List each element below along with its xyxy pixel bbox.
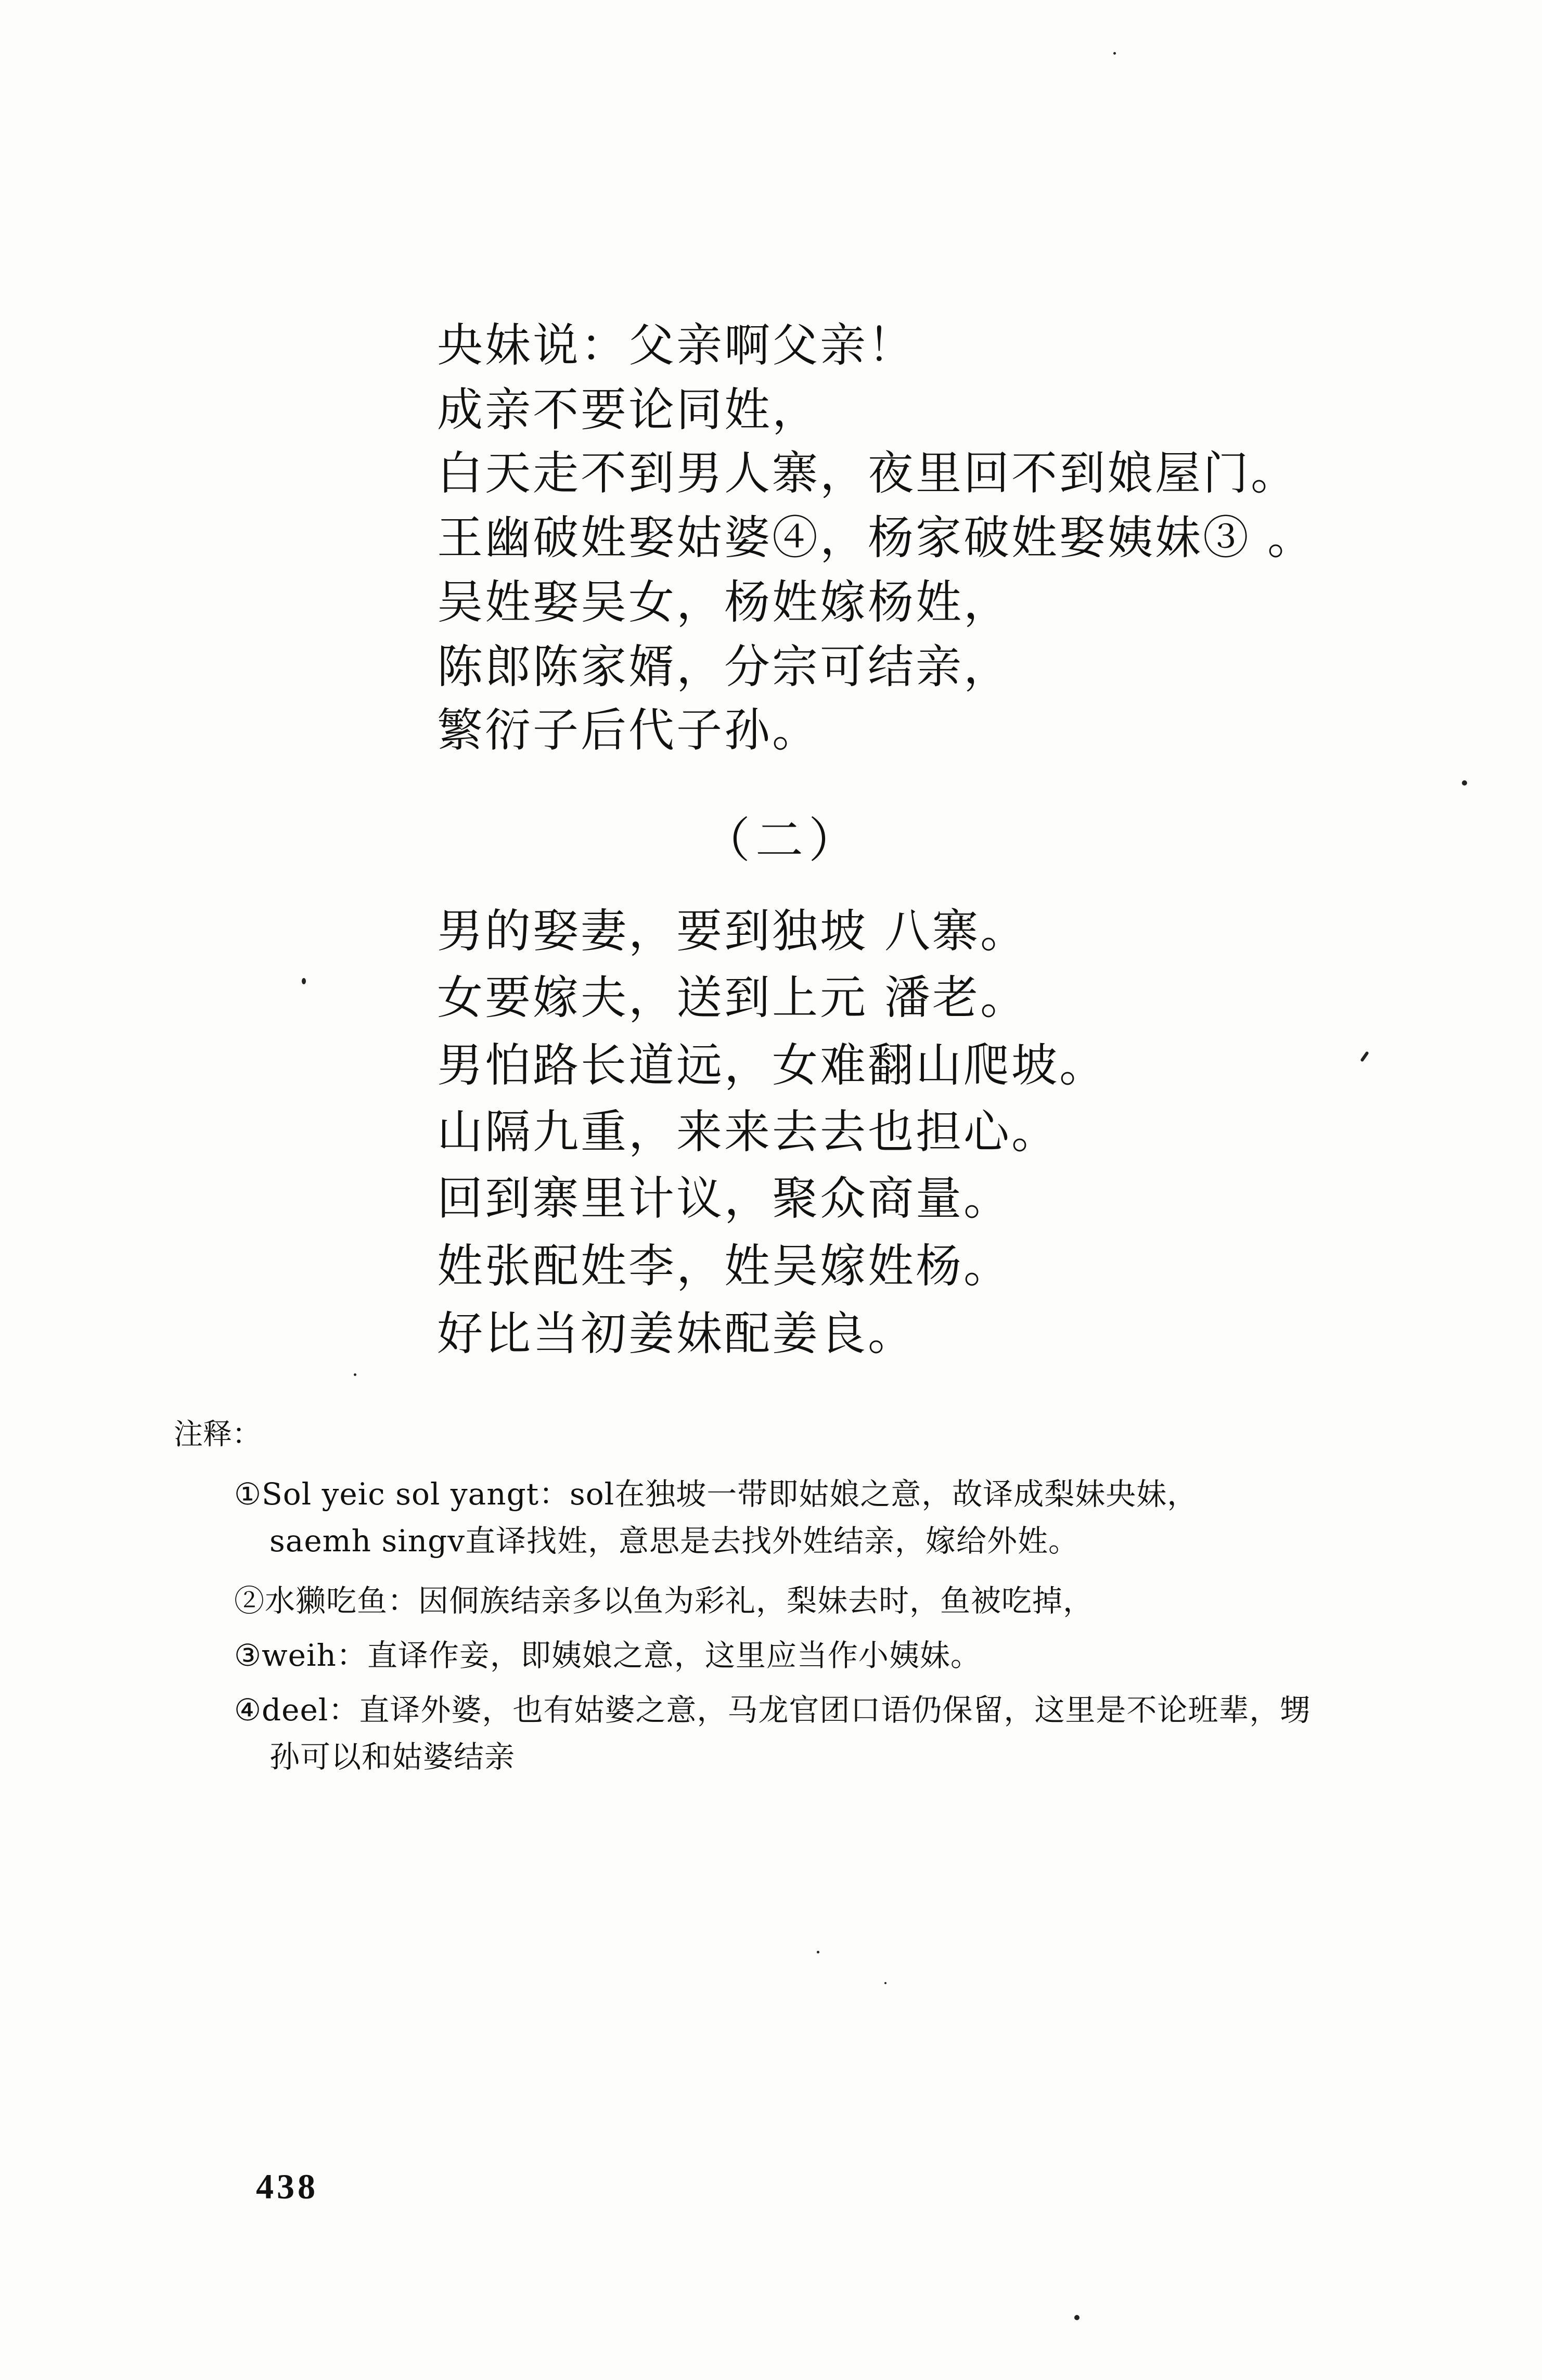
notes-label: 注释： (174, 1418, 261, 1451)
poem-line: 姓张配姓李，姓吴嫁姓杨。 (437, 1239, 1012, 1293)
poem-line: 繁衍子后代子孙。 (437, 703, 820, 757)
section-heading: （二） (702, 813, 862, 868)
note-item: ②水獭吃鱼：因侗族结亲多以鱼为彩礼，梨妹去时，鱼被吃掉， (234, 1583, 1094, 1618)
poem-line: 女要嫁夫，送到上元 潘老。 (437, 971, 1028, 1024)
page-number: 438 (256, 2167, 318, 2206)
poem-line: 男的娶妻，要到独坡 八寨。 (437, 904, 1028, 958)
poem-line: 男怕路长道远，女难翻山爬坡。 (437, 1038, 1108, 1092)
poem-line: 央妹说：父亲啊父亲！ (437, 318, 916, 372)
note-item: ④deel：直译外婆，也有姑婆之意，马龙官团口语仍保留，这里是不论班辈，甥 (234, 1692, 1311, 1728)
scan-speck (817, 1951, 819, 1953)
note-item: ③weih：直译作妾，即姨娘之意，这里应当作小姨妹。 (234, 1638, 981, 1673)
poem-line: 王幽破姓娶姑婆④，杨家破姓娶姨妹③ 。 (437, 511, 1315, 564)
note-item: ①Sol yeic sol yangt：sol在独坡一带即姑娘之意，故译成梨妹央妹， (234, 1476, 1198, 1512)
scan-speck (1074, 2315, 1080, 2320)
scan-speck (302, 978, 306, 984)
poem-line: 回到寨里计议，聚众商量。 (437, 1172, 1012, 1225)
poem-line: 吴姓娶吴女，杨姓嫁杨姓， (437, 575, 1012, 629)
poem-line: 山隔九重，来来去去也担心。 (437, 1105, 1060, 1159)
scan-speck (1113, 52, 1116, 55)
scan-speck (1462, 780, 1467, 786)
scan-speck (354, 1373, 356, 1376)
note-item-continued: 孙可以和姑婆结亲 (269, 1739, 516, 1774)
poem-line: 好比当初姜妹配姜良。 (437, 1307, 916, 1360)
scan-speck (1360, 1051, 1369, 1062)
note-item-continued: saemh singv直译找姓，意思是去找外姓结亲，嫁给外姓。 (269, 1523, 1080, 1559)
poem-line: 陈郎陈家婿，分宗可结亲， (437, 640, 1012, 693)
poem-line: 白天走不到男人寨，夜里回不到娘屋门。 (437, 446, 1299, 500)
scan-speck (884, 1982, 886, 1984)
poem-line: 成亲不要论同姓， (437, 383, 820, 436)
